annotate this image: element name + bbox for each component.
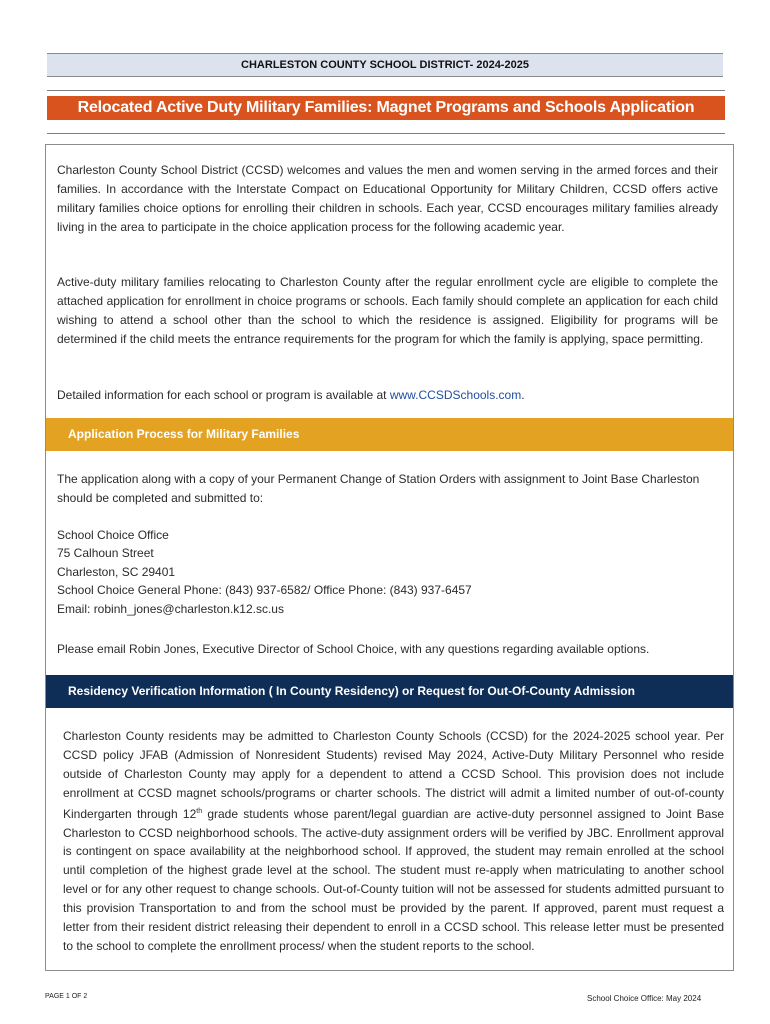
detail-line	[57, 386, 718, 405]
office-email	[57, 600, 472, 618]
application-process-heading: Application Process for Military Families	[46, 418, 733, 451]
footer-office-date: School Choice Office: May 2024	[587, 994, 702, 1003]
contact-note: Please email Robin Jones, Executive Director of School Choice, with any questions regarding available options.	[57, 642, 650, 656]
office-street: 75 Calhoun Street	[57, 546, 154, 561]
divider	[47, 90, 725, 91]
office-name: School Choice Office	[57, 528, 169, 542]
application-instructions: The application along with a copy of your Permanent Change of Station Orders with assignment to Joint Base Charleston should be completed and submitted to:	[57, 472, 700, 505]
page-number: PAGE 1 OF 2	[45, 993, 88, 1000]
ccsd-website-link[interactable]: www.CCSDSchools.com	[389, 388, 522, 402]
detail-suffix: .	[521, 388, 525, 402]
detail-prefix: Detailed information for each school or program is available at	[57, 388, 390, 402]
residency-text-2: grade students whose parent/legal guardian are active-duty personnel assigned to Joint Base Charleston to CCSD neighborhood schools. The active-duty assignment orders will be verified by JBC. Enrollment approval is contingent on space availability at the neighborhood school. If approved, the student may remain enrolled at the school until completion of the highest grade level at the school. The student must re-apply when matriculating to another school level or for any other request to change schools. Out-of-County tuition will not be assessed for students admitted pursuant to this provision Transportation to and from the school must be provided by the parent. If approved, parent must request a letter from their resident district releasing their dependent to enroll in a CCSD school. This release letter must be presented to the school to complete the enrollment process/ when the student reports to the school.	[63, 806, 724, 953]
office-phones: School Choice General Phone: (843) 937-6582/ Office Phone: (843) 937-6457	[57, 583, 472, 598]
office-city: Charleston, SC 29401	[57, 564, 176, 579]
intro-paragraph-2: Active-duty military families relocating to Charleston County after the regular enrollment cycle are eligible to complete the attached application for enrollment in choice programs or schools. Each family should complete an application for each child wishing to attend a school other than the school to which the residence is assigned. Eligibility for programs will be determined if the child meets the entrance requirements for the program for which the family is applying, space permitting.	[57, 275, 718, 346]
email-label: Email:	[57, 601, 94, 616]
email-link[interactable]: robinh_jones@charleston.k12.sc.us	[93, 601, 284, 616]
residency-text-1: Charleston County residents may be admitted to Charleston County Schools (CCSD) for the 2024-2025 school year. Per CCSD policy JFAB (Admission of Nonresident Students) revised May 2024, Active-Duty Military Personnel who reside outside of Charleston County may apply for a dependent to attend a CCSD School. This provision does not include enrollment at CCSD magnet schools/programs or charter schools. The district will admit a limited number of out-of-county Kindergarten through 12	[63, 729, 724, 821]
residency-paragraph	[63, 727, 724, 956]
office-address	[57, 526, 472, 618]
intro-paragraph-1: Charleston County School District (CCSD) welcomes and values the men and women serving in the armed forces and their families. In accordance with the Interstate Compact on Educational Opportunity for Military Children, CCSD offers active military families choice options for enrolling their children in schools. Each year, CCSD encourages military families already living in the area to participate in the choice application process for the following academic year.	[57, 163, 718, 234]
page-title: Relocated Active Duty Military Families: Magnet Programs and Schools Application	[47, 96, 725, 120]
residency-heading: Residency Verification Information ( In County Residency) or Request for Out-Of-County Admission	[46, 675, 733, 708]
district-header: CHARLESTON COUNTY SCHOOL DISTRICT- 2024-2025	[47, 53, 723, 77]
ordinal-suffix: th	[196, 807, 203, 815]
divider	[47, 133, 725, 134]
